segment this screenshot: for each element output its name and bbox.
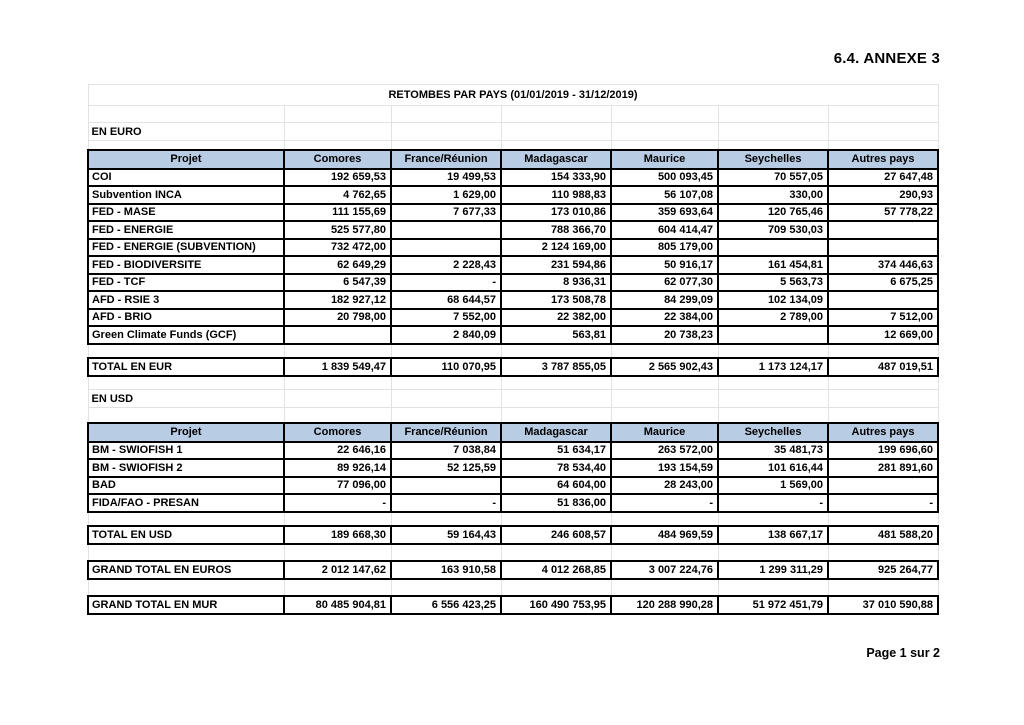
value-cell: 5 563,73: [718, 274, 828, 292]
table-header-row: [88, 150, 938, 169]
value-cell: 281 891,60: [828, 459, 938, 477]
grid-cell: [718, 141, 828, 150]
grid-cell: [284, 408, 391, 423]
column-header: France/Réunion: [391, 150, 501, 169]
grid-cell: [284, 579, 391, 596]
value-cell: 2 124 169,00: [501, 239, 611, 257]
table-row: [88, 274, 938, 292]
grid-cell: [284, 390, 391, 408]
table-row: [88, 256, 938, 274]
total-label: TOTAL EN USD: [88, 526, 284, 544]
value-cell: 487 019,51: [828, 358, 938, 376]
value-cell: 62 649,29: [284, 256, 391, 274]
value-cell: 805 179,00: [611, 239, 718, 257]
value-cell: 7 038,84: [391, 442, 501, 460]
grid-cell: [611, 512, 718, 526]
grid-cell: [611, 123, 718, 141]
table-row: [88, 239, 938, 257]
value-cell: 7 552,00: [391, 309, 501, 327]
grid-cell: [718, 512, 828, 526]
sheet-title: RETOMBES PAR PAYS (01/01/2019 - 31/12/2019): [88, 85, 938, 106]
grid-cell: [828, 123, 938, 141]
value-cell: [828, 477, 938, 495]
value-cell: 7 677,33: [391, 204, 501, 222]
value-cell: 290,93: [828, 186, 938, 204]
value-cell: 2 228,43: [391, 256, 501, 274]
value-cell: 2 789,00: [718, 309, 828, 327]
value-cell: 51 972 451,79: [718, 596, 828, 614]
column-header: Projet: [88, 150, 284, 169]
grid-cell: [611, 376, 718, 390]
value-cell: 525 577,80: [284, 221, 391, 239]
grid-cell: [501, 344, 611, 358]
column-header: Projet: [88, 423, 284, 442]
table-header-row: [88, 423, 938, 442]
spacer-row: [88, 408, 938, 423]
table-row: [88, 309, 938, 327]
grid-cell: [501, 106, 611, 123]
footer-text: Page 1 sur: [866, 646, 930, 660]
project-cell: Green Climate Funds (GCF): [88, 326, 284, 344]
value-cell: 22 384,00: [611, 309, 718, 327]
value-cell: 22 382,00: [501, 309, 611, 327]
grid-cell: [284, 376, 391, 390]
value-cell: 35 481,73: [718, 442, 828, 460]
value-cell: 6 547,39: [284, 274, 391, 292]
value-cell: 160 490 753,95: [501, 596, 611, 614]
grid-cell: [501, 390, 611, 408]
value-cell: 4 012 268,85: [501, 561, 611, 579]
column-header: France/Réunion: [391, 423, 501, 442]
grid-cell: [718, 344, 828, 358]
project-cell: BAD: [88, 477, 284, 495]
value-cell: 374 446,63: [828, 256, 938, 274]
value-cell: 37 010 590,88: [828, 596, 938, 614]
value-cell: [828, 291, 938, 309]
grid-cell: [391, 390, 501, 408]
value-cell: 173 010,86: [501, 204, 611, 222]
project-cell: FED - TCF: [88, 274, 284, 292]
grid-cell: [88, 579, 284, 596]
value-cell: 481 588,20: [828, 526, 938, 544]
grid-cell: [391, 344, 501, 358]
grid-cell: [391, 123, 501, 141]
grid-cell: [828, 141, 938, 150]
value-cell: 120 288 990,28: [611, 596, 718, 614]
value-cell: 192 659,53: [284, 169, 391, 187]
value-cell: 709 530,03: [718, 221, 828, 239]
value-cell: 70 557,05: [718, 169, 828, 187]
grid-cell: [501, 512, 611, 526]
value-cell: [284, 326, 391, 344]
value-cell: 231 594,86: [501, 256, 611, 274]
grid-cell: [828, 106, 938, 123]
grid-cell: [611, 106, 718, 123]
column-header: Madagascar: [501, 150, 611, 169]
table-row: [88, 326, 938, 344]
value-cell: [391, 239, 501, 257]
value-cell: 6 556 423,25: [391, 596, 501, 614]
total-row: [88, 526, 938, 544]
value-cell: [391, 221, 501, 239]
value-cell: 77 096,00: [284, 477, 391, 495]
grid-cell: [718, 579, 828, 596]
table-row: [88, 459, 938, 477]
grid-cell: [284, 106, 391, 123]
value-cell: 173 508,78: [501, 291, 611, 309]
value-cell: 1 173 124,17: [718, 358, 828, 376]
annexe-heading: 6.4. ANNEXE 3: [833, 50, 940, 67]
value-cell: 163 910,58: [391, 561, 501, 579]
table-row: [88, 204, 938, 222]
value-cell: 28 243,00: [611, 477, 718, 495]
grid-cell: [828, 544, 938, 561]
value-cell: 3 007 224,76: [611, 561, 718, 579]
project-cell: FED - BIODIVERSITE: [88, 256, 284, 274]
value-cell: 20 798,00: [284, 309, 391, 327]
grid-cell: [88, 141, 284, 150]
spacer-row: [88, 106, 938, 123]
value-cell: 7 512,00: [828, 309, 938, 327]
total-row: [88, 561, 938, 579]
value-cell: 57 778,22: [828, 204, 938, 222]
table-row: [88, 221, 938, 239]
grid-cell: [718, 376, 828, 390]
spacer-row: [88, 141, 938, 150]
value-cell: 101 616,44: [718, 459, 828, 477]
grid-cell: [391, 408, 501, 423]
value-cell: 182 927,12: [284, 291, 391, 309]
total-label: GRAND TOTAL EN EUROS: [88, 561, 284, 579]
value-cell: 64 604,00: [501, 477, 611, 495]
value-cell: 2 565 902,43: [611, 358, 718, 376]
value-cell: 80 485 904,81: [284, 596, 391, 614]
value-cell: 6 675,25: [828, 274, 938, 292]
table-row: [88, 477, 938, 495]
project-cell: BM - SWIOFISH 1: [88, 442, 284, 460]
value-cell: -: [718, 494, 828, 512]
spacer-row: [88, 579, 938, 596]
value-cell: 50 916,17: [611, 256, 718, 274]
grid-cell: [88, 106, 284, 123]
value-cell: 110 988,83: [501, 186, 611, 204]
value-cell: 1 299 311,29: [718, 561, 828, 579]
grid-cell: [284, 544, 391, 561]
project-cell: AFD - RSIE 3: [88, 291, 284, 309]
value-cell: 56 107,08: [611, 186, 718, 204]
grid-cell: [611, 344, 718, 358]
total-label: GRAND TOTAL EN MUR: [88, 596, 284, 614]
total-row: [88, 358, 938, 376]
column-header: Autres pays: [828, 150, 938, 169]
project-cell: FED - ENERGIE (SUBVENTION): [88, 239, 284, 257]
value-cell: 52 125,59: [391, 459, 501, 477]
value-cell: 563,81: [501, 326, 611, 344]
project-cell: BM - SWIOFISH 2: [88, 459, 284, 477]
column-header: Maurice: [611, 423, 718, 442]
grid-cell: [828, 390, 938, 408]
grid-cell: [611, 390, 718, 408]
value-cell: -: [391, 274, 501, 292]
value-cell: 500 093,45: [611, 169, 718, 187]
grid-cell: [718, 544, 828, 561]
value-cell: 193 154,59: [611, 459, 718, 477]
section-label-row: [88, 123, 938, 141]
page-footer: [866, 646, 940, 660]
footer-page-number: 2: [933, 646, 940, 660]
value-cell: 3 787 855,05: [501, 358, 611, 376]
value-cell: 2 012 147,62: [284, 561, 391, 579]
value-cell: 263 572,00: [611, 442, 718, 460]
grid-cell: [284, 141, 391, 150]
column-header: Comores: [284, 423, 391, 442]
grid-cell: [391, 512, 501, 526]
value-cell: 27 647,48: [828, 169, 938, 187]
value-cell: 89 926,14: [284, 459, 391, 477]
value-cell: 138 667,17: [718, 526, 828, 544]
value-cell: 59 164,43: [391, 526, 501, 544]
project-cell: COI: [88, 169, 284, 187]
table-row: [88, 291, 938, 309]
value-cell: 22 646,16: [284, 442, 391, 460]
grid-cell: [501, 123, 611, 141]
grid-cell: [501, 579, 611, 596]
column-header: Autres pays: [828, 423, 938, 442]
table-row: [88, 169, 938, 187]
value-cell: 788 366,70: [501, 221, 611, 239]
value-cell: 1 569,00: [718, 477, 828, 495]
total-row: [88, 596, 938, 614]
value-cell: 2 840,09: [391, 326, 501, 344]
value-cell: 925 264,77: [828, 561, 938, 579]
value-cell: [718, 239, 828, 257]
grid-cell: [391, 106, 501, 123]
grid-cell: [718, 390, 828, 408]
spacer-row: [88, 344, 938, 358]
value-cell: [391, 477, 501, 495]
table-row: [88, 442, 938, 460]
value-cell: 51 634,17: [501, 442, 611, 460]
grid-cell: [828, 408, 938, 423]
value-cell: 120 765,46: [718, 204, 828, 222]
retombes-sheet: [87, 84, 939, 615]
value-cell: 1 629,00: [391, 186, 501, 204]
grid-cell: [391, 544, 501, 561]
grid-cell: [828, 579, 938, 596]
value-cell: 102 134,09: [718, 291, 828, 309]
project-cell: AFD - BRIO: [88, 309, 284, 327]
value-cell: 246 608,57: [501, 526, 611, 544]
grid-cell: [501, 544, 611, 561]
grid-cell: [828, 376, 938, 390]
section-label-row: [88, 390, 938, 408]
value-cell: 84 299,09: [611, 291, 718, 309]
value-cell: 110 070,95: [391, 358, 501, 376]
column-header: Seychelles: [718, 150, 828, 169]
grid-cell: [391, 376, 501, 390]
grid-cell: [88, 512, 284, 526]
spacer-row: [88, 512, 938, 526]
grid-cell: [88, 544, 284, 561]
section-label: EN USD: [88, 390, 284, 408]
grid-cell: [828, 344, 938, 358]
value-cell: 189 668,30: [284, 526, 391, 544]
project-cell: FIDA/FAO - PRESAN: [88, 494, 284, 512]
column-header: Comores: [284, 150, 391, 169]
value-cell: 4 762,65: [284, 186, 391, 204]
table-row: [88, 186, 938, 204]
grid-cell: [718, 123, 828, 141]
value-cell: 19 499,53: [391, 169, 501, 187]
grid-cell: [88, 408, 284, 423]
column-header: Seychelles: [718, 423, 828, 442]
value-cell: 732 472,00: [284, 239, 391, 257]
column-header: Maurice: [611, 150, 718, 169]
title-row: [88, 85, 938, 106]
value-cell: 78 534,40: [501, 459, 611, 477]
table-row: [88, 494, 938, 512]
value-cell: 330,00: [718, 186, 828, 204]
grid-cell: [828, 512, 938, 526]
value-cell: 1 839 549,47: [284, 358, 391, 376]
grid-cell: [718, 106, 828, 123]
grid-cell: [611, 579, 718, 596]
grid-cell: [284, 123, 391, 141]
grid-cell: [718, 408, 828, 423]
project-cell: FED - ENERGIE: [88, 221, 284, 239]
grid-cell: [611, 544, 718, 561]
section-label: EN EURO: [88, 123, 284, 141]
column-header: Madagascar: [501, 423, 611, 442]
value-cell: 111 155,69: [284, 204, 391, 222]
grid-cell: [611, 141, 718, 150]
value-cell: 20 738,23: [611, 326, 718, 344]
spacer-row: [88, 544, 938, 561]
grid-cell: [501, 376, 611, 390]
value-cell: 604 414,47: [611, 221, 718, 239]
value-cell: 62 077,30: [611, 274, 718, 292]
spacer-row: [88, 376, 938, 390]
value-cell: 484 969,59: [611, 526, 718, 544]
grid-cell: [88, 344, 284, 358]
value-cell: -: [611, 494, 718, 512]
project-cell: FED - MASE: [88, 204, 284, 222]
value-cell: 154 333,90: [501, 169, 611, 187]
grid-cell: [501, 141, 611, 150]
grid-cell: [284, 344, 391, 358]
value-cell: -: [828, 494, 938, 512]
value-cell: 161 454,81: [718, 256, 828, 274]
value-cell: -: [391, 494, 501, 512]
value-cell: [828, 239, 938, 257]
project-cell: Subvention INCA: [88, 186, 284, 204]
value-cell: -: [284, 494, 391, 512]
value-cell: 51 836,00: [501, 494, 611, 512]
total-label: TOTAL EN EUR: [88, 358, 284, 376]
grid-cell: [501, 408, 611, 423]
grid-cell: [391, 141, 501, 150]
grid-cell: [391, 579, 501, 596]
value-cell: 68 644,57: [391, 291, 501, 309]
value-cell: [828, 221, 938, 239]
value-cell: 199 696,60: [828, 442, 938, 460]
value-cell: 8 936,31: [501, 274, 611, 292]
grid-cell: [284, 512, 391, 526]
value-cell: 359 693,64: [611, 204, 718, 222]
value-cell: [718, 326, 828, 344]
grid-cell: [88, 376, 284, 390]
grid-cell: [611, 408, 718, 423]
value-cell: 12 669,00: [828, 326, 938, 344]
